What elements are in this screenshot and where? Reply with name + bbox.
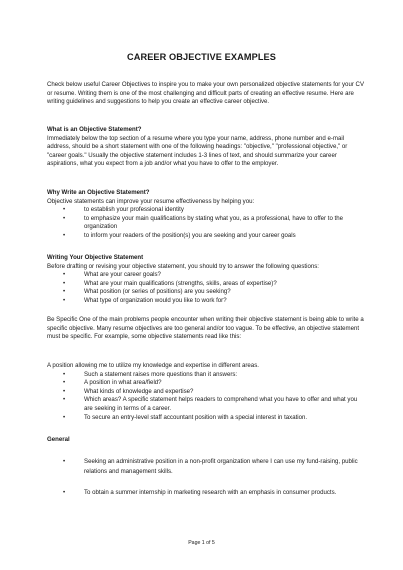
- list-item: • to emphasize your main qualifications by stating what you, as a professional, have to offer to the organization: [47, 215, 365, 232]
- intro-text: Check below useful Career Objectives to inspire you to make your own personalized objective statements for your CV or resume. Writing them is one of the most challenging and difficult parts of creating an effective resume. Here are writing guidelines and suggestions to help you create an effective career objective.: [47, 81, 365, 106]
- section-heading: Why Write an Objective Statement?: [47, 189, 150, 196]
- section-heading: General: [47, 436, 70, 443]
- section-objective-statement: [47, 126, 365, 169]
- page-footer: Page 1 of 5: [188, 540, 215, 546]
- list-item: • to inform your readers of the position(s) you are seeking and your career goals: [47, 232, 365, 241]
- section-heading: Writing Your Objective Statement: [47, 254, 144, 261]
- section-be-specific: [47, 316, 365, 342]
- list-item: • Such a statement raises more questions than it answers:: [47, 371, 365, 380]
- list-item: • to establish your professional identity: [47, 206, 365, 215]
- list-item: • Seeking an administrative position in a non-profit organization where I can use my fund-raising, public relations and management skills.: [47, 457, 365, 479]
- section-text: Immediately below the top section of a resume where you type your name, address, phone number and e-mail address, should be a short statement with one of the following headings: "objective," "professional objective," or "career goals." Usually the objective statement includes 1-3 lines of text, and should summarize your career aspirations, what you expect from a job and/or what you have to offer to the employer.: [47, 134, 348, 168]
- intro-paragraph: [47, 81, 365, 107]
- list-item: • To obtain a summer internship in marketing research with an emphasis in consumer products.: [47, 488, 365, 499]
- list-item: • What position (or series of positions) are you seeking?: [47, 288, 365, 297]
- list-item: • To secure an entry-level staff accountant position with a special interest in taxation.: [47, 414, 365, 423]
- section-why-write: [47, 189, 365, 241]
- list-item: • What are your main qualifications (strengths, skills, areas of expertise)?: [47, 280, 365, 289]
- list-item: • Which areas? A specific statement helps readers to comprehend what you have to offer and what you are seeking in terms of a career.: [47, 396, 365, 413]
- list-item: • What are your career goals?: [47, 271, 365, 280]
- list-item: • A position in what area/field?: [47, 379, 365, 388]
- section-lead: A position allowing me to utilize my knowledge and expertise in different areas.: [47, 362, 259, 369]
- section-example: [47, 362, 365, 422]
- page-title: CAREER OBJECTIVE EXAMPLES: [126, 52, 276, 62]
- section-general: [47, 436, 365, 499]
- list-item: • What type of organization would you like to work for?: [47, 297, 365, 306]
- section-text: Be Specific One of the main problems people encounter when writing their objective statement is being able to write a specific objective. Many resume objectives are too general and/or too vague. To be effective, an objective statement must be specific. For example, some objective statements read like this:: [47, 316, 364, 341]
- section-heading: What is an Objective Statement?: [47, 126, 142, 133]
- list-item: • What kinds of knowledge and expertise?: [47, 388, 365, 397]
- section-lead: Objective statements can improve your resume effectiveness by helping you:: [47, 197, 255, 205]
- section-writing: [47, 254, 365, 306]
- section-lead: Before drafting or revising your objective statement, you should try to answer the following questions:: [47, 262, 319, 270]
